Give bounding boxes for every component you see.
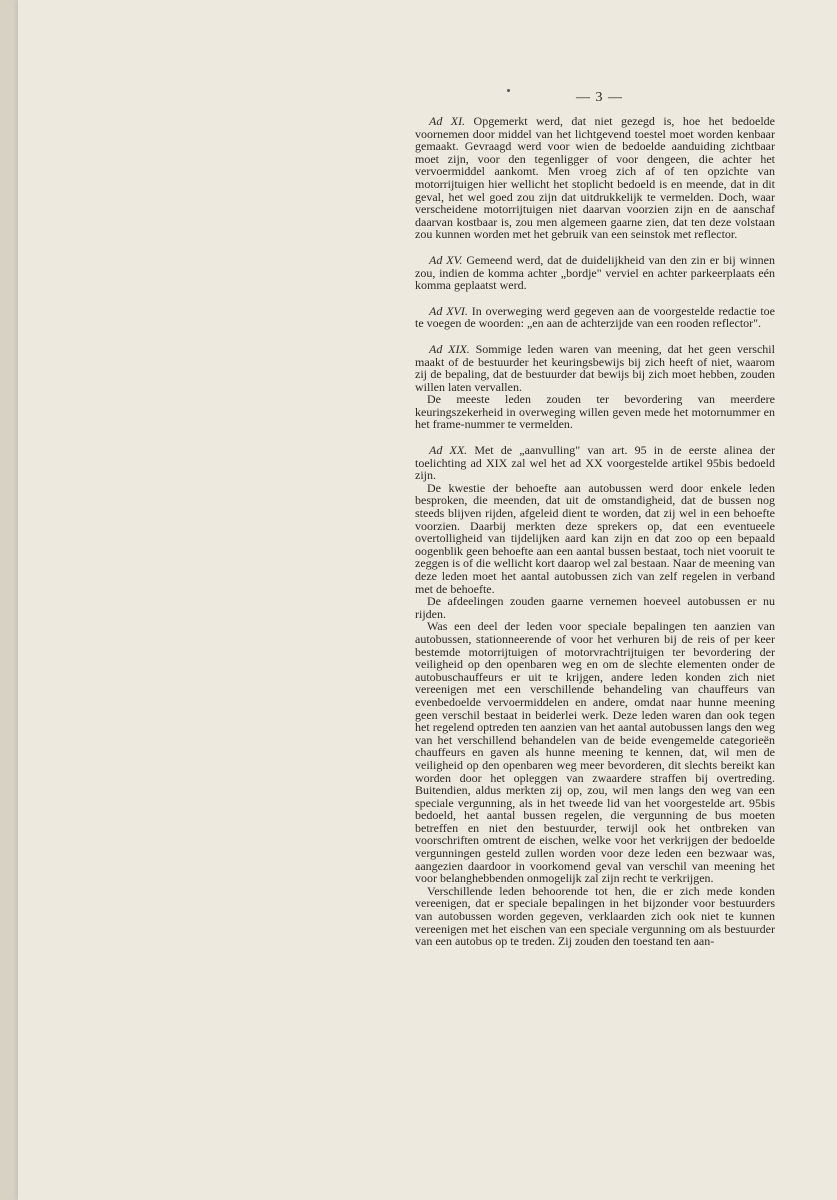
- section-label: Ad XV.: [429, 252, 463, 267]
- section-ad-xvi: [415, 305, 775, 330]
- section-label: Ad XI.: [429, 114, 466, 128]
- paragraph-text: Gemeend werd, dat de duidelijkheid van den zin er bij winnen zou, indien de komma achter „bordje" verviel en achter parkeerplaats eén komma geplaatst werd.: [415, 252, 775, 293]
- paragraph-text: Met de „aanvulling" van art. 95 in de eerste alinea der toelichting ad XIX zal wel het ad XX voorgestelde artikel 95bis bedoeld zijn.: [415, 443, 775, 483]
- section-ad-xix: [415, 343, 775, 431]
- section-label: Ad XX.: [429, 443, 468, 458]
- paragraph: Verschillende leden behoorende tot hen, die er zich mede konden vereenigen, dat er speciale bepalingen in het bijzonder voor bestuurders van autobussen worden gegeven, verklaarden zich ook niet te kunnen vereenigen met het eischen van een speciale vergunning om als bestuurder van een autobus op te treden. Zij zouden den toestand ten aan-: [415, 883, 775, 949]
- paragraph-text: Opgemerkt werd, dat niet gezegd is, hoe het bedoelde voornemen door middel van het lichtgevend toestel moet worden kenbaar gemaakt. Gevraagd werd voor wien de bedoelde aanduiding zichtbaar moet zijn, voor den tegenligger of voor dengeen, die achter het vervoermiddel aankomt. Men vroeg zich af of ten opzichte van motorrijtuigen hier wellicht het stoplicht bedoeld is en meende, dat in dit geval, het wel goed zou zijn dat uitdrukkelijk te vermelden. Doch, waar verscheidene motorrijtuigen niet daarvan voorzien zijn en de aanschaf daarvan kostbaar is, zou men algemeen gaarne zien, dat ten deze volstaan zou kunnen worden met het gebruik van een seinstok met reflector.: [415, 114, 776, 242]
- paragraph: [415, 115, 775, 241]
- paragraph: [415, 254, 775, 292]
- paragraph: [415, 444, 775, 482]
- section-ad-xv: [415, 254, 775, 292]
- page-number: — 3 —: [576, 90, 623, 105]
- paragraph: [415, 343, 775, 393]
- section-ad-xx: [415, 444, 775, 948]
- section-ad-xi: [415, 115, 775, 241]
- paragraph: De afdeelingen zouden gaarne vernemen hoeveel autobussen er nu rijden.: [415, 594, 775, 621]
- paragraph: [415, 305, 775, 330]
- paragraph: Was een deel der leden voor speciale bepalingen ten aanzien van autobussen, stationneerende of voor het verhuren bij de reis of per keer bestemde motorrijtuigen of motorvrachtrijtuigen ter bevordering der veiligheid op den openbaren weg en om de slechte elementen onder de autobuschauffeurs er uit te krijgen, andere leden konden zich niet vereenigen met een verschillende behandeling van chauffeurs van evenbedoelde vervoermiddelen en andere, omdat naar hunne meening geen verschil bestaat in beiderlei werk. Deze leden waren dan ook tegen het regelend optreden ten aanzien van het aantal autobussen langs den weg van het verschillend behandelen van de beide evengemelde categorieën chauffeurs en gaven als hunne meening te kennen, dat, wil men de veiligheid op den openbaren weg meer bevorderen, dit slechts bereikt kan worden door het opleggen van zwaardere straffen bij overtreding. Buitendien, aldus merkten zij op, zou, wil men langs den weg van een speciale vergunning, als in het tweede lid van het voorgestelde art. 95bis bedoeld, het aantal bussen regelen, die vergunning de bus moeten betreffen en niet den bestuurder, terwijl ook het ontbreken van voorschriften omtrent de eischen, welke voor het verkrijgen der bedoelde vergunningen gesteld zullen worden voor deze leden een bezwaar was, aangezien daardoor in voorkomend geval van verschil van meening het voor belanghebbenden onmogelijk zal zijn recht te verkrijgen.: [415, 619, 775, 886]
- section-label: Ad XVI.: [429, 303, 468, 318]
- ink-dot: [507, 89, 510, 92]
- body-text-column: [415, 115, 775, 948]
- paragraph-text: In overweging werd gegeven aan de voorgestelde redactie toe te voegen de woorden: „en aan de achterzijde van een rooden reflector".: [415, 303, 775, 331]
- page-margin-strip: [0, 0, 18, 1200]
- paragraph-text: Sommige leden waren van meening, dat het geen verschil maakt of de bestuurder het keuringsbewijs bij zich heeft of niet, waarom zij de bepaling, dat de bestuurder dat bewijs bij zich moet hebben, zouden willen laten vervallen.: [415, 341, 775, 394]
- section-label: Ad XIX.: [429, 341, 470, 356]
- paragraph: De meeste leden zouden ter bevordering van meerdere keuringszekerheid in overweging willen geven mede het motornummer en het frame-nummer te vermelden.: [415, 392, 775, 432]
- paragraph: De kwestie der behoefte aan autobussen werd door enkele leden besproken, die meenden, dat uit de omstandigheid, dat de bussen nog steeds blijven rijden, afgeleid dient te worden, dat zij wel in een behoefte voorzien. Daarbij merkten deze sprekers op, dat een eventueele overtolligheid van tijdelijken aard kan zijn en dat zoo op een bepaald oogenblik geen behoefte aan een aantal bussen bestaat, toch niet vooruit te zeggen is of die wellicht kort daarop wel zal bestaan. Naar de meening van deze leden moet het aantal autobussen zich van zelf regelen in verband met de behoefte.: [415, 480, 775, 596]
